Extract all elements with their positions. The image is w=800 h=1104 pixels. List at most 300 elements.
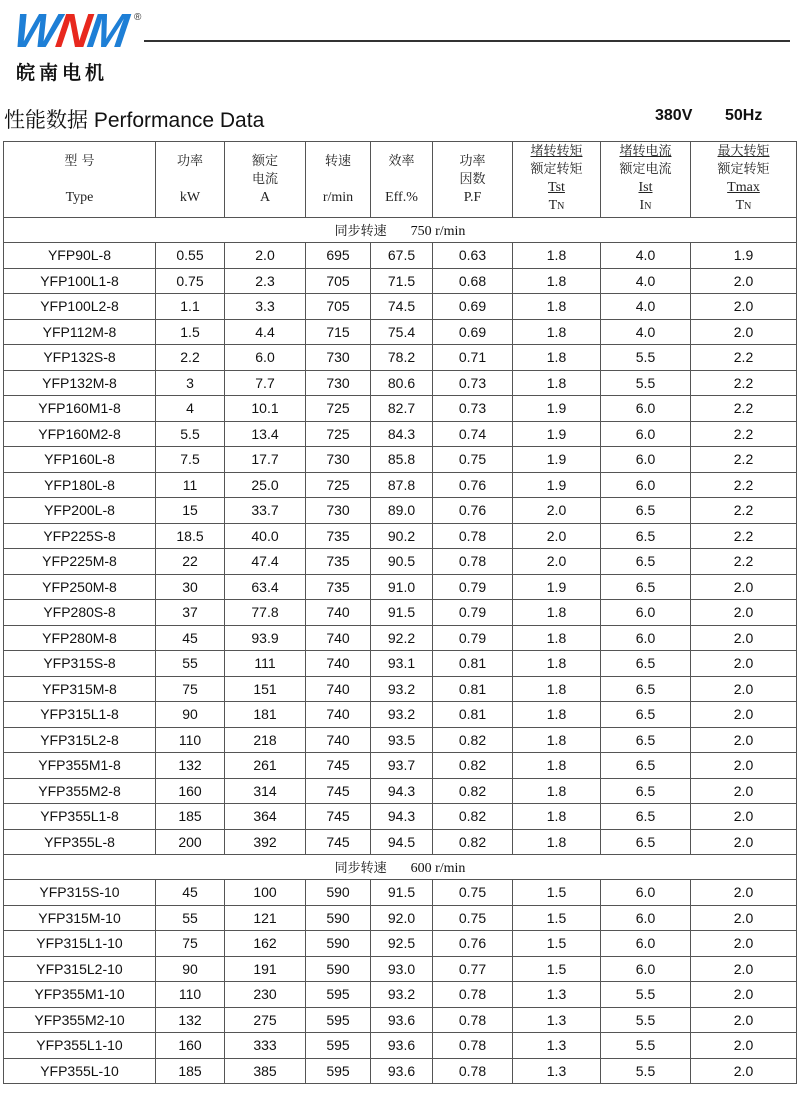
table-row <box>4 1058 797 1084</box>
cell-locked-current-ratio: 6.5 <box>601 574 691 600</box>
cell-current: 191 <box>225 956 306 982</box>
cell-efficiency: 94.3 <box>371 804 433 830</box>
col-header-power: 功率 kW <box>156 142 225 218</box>
cell-max-torque-ratio: 2.0 <box>691 600 797 626</box>
cell-locked-current-ratio: 6.0 <box>601 447 691 473</box>
cell-efficiency: 90.2 <box>371 523 433 549</box>
cell-locked-torque-ratio: 1.3 <box>513 1033 601 1059</box>
page-title: 性能数据 Performance Data <box>4 109 265 132</box>
table-row <box>4 574 797 600</box>
table-row <box>4 319 797 345</box>
section-header-row <box>4 218 797 243</box>
cell-efficiency: 93.5 <box>371 727 433 753</box>
cell-max-torque-ratio: 2.0 <box>691 676 797 702</box>
cell-type: YFP355L1-10 <box>4 1033 156 1059</box>
cell-current: 151 <box>225 676 306 702</box>
cell-current: 218 <box>225 727 306 753</box>
cell-max-torque-ratio: 2.2 <box>691 472 797 498</box>
cell-max-torque-ratio: 2.2 <box>691 345 797 371</box>
cell-locked-torque-ratio: 1.8 <box>513 600 601 626</box>
cell-speed: 725 <box>306 421 371 447</box>
cell-locked-current-ratio: 6.0 <box>601 905 691 931</box>
cell-current: 100 <box>225 880 306 906</box>
cell-power-factor: 0.75 <box>433 880 513 906</box>
cell-locked-torque-ratio: 1.5 <box>513 905 601 931</box>
cell-speed: 730 <box>306 345 371 371</box>
table-row <box>4 523 797 549</box>
cell-locked-torque-ratio: 1.9 <box>513 396 601 422</box>
cell-power: 55 <box>156 905 225 931</box>
cell-locked-current-ratio: 5.5 <box>601 982 691 1008</box>
cell-type: YFP355L-8 <box>4 829 156 855</box>
cell-type: YFP180L-8 <box>4 472 156 498</box>
company-name: 皖南电机 <box>16 62 109 84</box>
section-label <box>4 218 797 243</box>
cell-type: YFP160M1-8 <box>4 396 156 422</box>
cell-power-factor: 0.76 <box>433 498 513 524</box>
cell-efficiency: 82.7 <box>371 396 433 422</box>
cell-max-torque-ratio: 2.0 <box>691 1033 797 1059</box>
cell-locked-current-ratio: 6.5 <box>601 753 691 779</box>
cell-speed: 705 <box>306 268 371 294</box>
cell-speed: 735 <box>306 574 371 600</box>
cell-speed: 740 <box>306 676 371 702</box>
cell-max-torque-ratio: 2.0 <box>691 294 797 320</box>
cell-max-torque-ratio: 2.0 <box>691 905 797 931</box>
cell-max-torque-ratio: 2.0 <box>691 574 797 600</box>
table-row <box>4 956 797 982</box>
cell-speed: 730 <box>306 447 371 473</box>
cell-speed: 745 <box>306 804 371 830</box>
cell-max-torque-ratio: 1.9 <box>691 243 797 269</box>
cell-current: 7.7 <box>225 370 306 396</box>
cell-max-torque-ratio: 2.0 <box>691 319 797 345</box>
cell-max-torque-ratio: 2.0 <box>691 268 797 294</box>
cell-locked-current-ratio: 5.5 <box>601 1007 691 1033</box>
cell-locked-current-ratio: 5.5 <box>601 345 691 371</box>
cell-max-torque-ratio: 2.0 <box>691 727 797 753</box>
cell-current: 63.4 <box>225 574 306 600</box>
cell-current: 385 <box>225 1058 306 1084</box>
table-body <box>4 218 797 1084</box>
cell-type: YFP355L-10 <box>4 1058 156 1084</box>
cell-speed: 590 <box>306 931 371 957</box>
section-label-cn: 同步转速 <box>334 224 387 239</box>
cell-max-torque-ratio: 2.0 <box>691 625 797 651</box>
cell-power-factor: 0.78 <box>433 1058 513 1084</box>
table-row <box>4 600 797 626</box>
table-row <box>4 778 797 804</box>
cell-power-factor: 0.78 <box>433 1007 513 1033</box>
cell-power-factor: 0.78 <box>433 549 513 575</box>
table-row <box>4 447 797 473</box>
cell-efficiency: 93.1 <box>371 651 433 677</box>
cell-type: YFP315M-8 <box>4 676 156 702</box>
cell-power-factor: 0.76 <box>433 931 513 957</box>
cell-current: 47.4 <box>225 549 306 575</box>
cell-type: YFP132S-8 <box>4 345 156 371</box>
cell-power: 90 <box>156 702 225 728</box>
cell-power-factor: 0.71 <box>433 345 513 371</box>
cell-power: 1.5 <box>156 319 225 345</box>
cell-power: 110 <box>156 727 225 753</box>
cell-power-factor: 0.75 <box>433 447 513 473</box>
company-logo <box>10 5 144 84</box>
cell-power: 1.1 <box>156 294 225 320</box>
table-row <box>4 676 797 702</box>
table-row <box>4 931 797 957</box>
cell-current: 2.3 <box>225 268 306 294</box>
cell-power: 45 <box>156 880 225 906</box>
cell-efficiency: 90.5 <box>371 549 433 575</box>
col-header-max-torque: 最大转矩 额定转矩 Tmax TN <box>691 142 797 218</box>
cell-locked-torque-ratio: 2.0 <box>513 523 601 549</box>
table-row <box>4 396 797 422</box>
cell-power: 185 <box>156 1058 225 1084</box>
cell-speed: 735 <box>306 549 371 575</box>
cell-current: 2.0 <box>225 243 306 269</box>
cell-power: 11 <box>156 472 225 498</box>
cell-efficiency: 67.5 <box>371 243 433 269</box>
cell-locked-current-ratio: 6.5 <box>601 778 691 804</box>
cell-locked-current-ratio: 5.5 <box>601 1033 691 1059</box>
cell-max-torque-ratio: 2.0 <box>691 1007 797 1033</box>
cell-speed: 595 <box>306 1033 371 1059</box>
cell-power-factor: 0.73 <box>433 396 513 422</box>
cell-current: 3.3 <box>225 294 306 320</box>
col-header-power-factor: 功率 因数 P.F <box>433 142 513 218</box>
table-row <box>4 905 797 931</box>
cell-locked-current-ratio: 6.0 <box>601 880 691 906</box>
cell-locked-torque-ratio: 1.8 <box>513 319 601 345</box>
cell-speed: 730 <box>306 498 371 524</box>
cell-power: 185 <box>156 804 225 830</box>
cell-speed: 590 <box>306 956 371 982</box>
cell-locked-current-ratio: 6.0 <box>601 956 691 982</box>
cell-current: 261 <box>225 753 306 779</box>
cell-speed: 590 <box>306 905 371 931</box>
cell-type: YFP355M2-8 <box>4 778 156 804</box>
cell-power-factor: 0.81 <box>433 651 513 677</box>
cell-locked-torque-ratio: 1.8 <box>513 243 601 269</box>
cell-locked-torque-ratio: 1.8 <box>513 727 601 753</box>
cell-max-torque-ratio: 2.0 <box>691 651 797 677</box>
cell-locked-torque-ratio: 1.8 <box>513 370 601 396</box>
cell-efficiency: 93.2 <box>371 676 433 702</box>
cell-power: 5.5 <box>156 421 225 447</box>
table-row <box>4 421 797 447</box>
cell-locked-torque-ratio: 1.8 <box>513 702 601 728</box>
cell-type: YFP225M-8 <box>4 549 156 575</box>
cell-efficiency: 75.4 <box>371 319 433 345</box>
cell-locked-current-ratio: 6.5 <box>601 498 691 524</box>
table-row <box>4 1033 797 1059</box>
cell-efficiency: 92.5 <box>371 931 433 957</box>
cell-power: 55 <box>156 651 225 677</box>
cell-current: 33.7 <box>225 498 306 524</box>
cell-max-torque-ratio: 2.0 <box>691 804 797 830</box>
cell-power-factor: 0.82 <box>433 804 513 830</box>
cell-max-torque-ratio: 2.0 <box>691 880 797 906</box>
cell-power: 75 <box>156 676 225 702</box>
cell-current: 162 <box>225 931 306 957</box>
cell-efficiency: 74.5 <box>371 294 433 320</box>
cell-locked-current-ratio: 6.5 <box>601 829 691 855</box>
header-divider <box>144 40 790 42</box>
table-row <box>4 243 797 269</box>
cell-speed: 695 <box>306 243 371 269</box>
cell-power-factor: 0.74 <box>433 421 513 447</box>
section-header-row <box>4 855 797 880</box>
table-row <box>4 829 797 855</box>
table-row <box>4 1007 797 1033</box>
cell-locked-torque-ratio: 2.0 <box>513 549 601 575</box>
cell-locked-torque-ratio: 1.9 <box>513 421 601 447</box>
cell-type: YFP355M1-8 <box>4 753 156 779</box>
cell-speed: 745 <box>306 753 371 779</box>
cell-speed: 725 <box>306 472 371 498</box>
cell-max-torque-ratio: 2.0 <box>691 956 797 982</box>
cell-efficiency: 91.5 <box>371 880 433 906</box>
cell-current: 392 <box>225 829 306 855</box>
cell-power-factor: 0.82 <box>433 727 513 753</box>
cell-type: YFP315L2-8 <box>4 727 156 753</box>
cell-speed: 595 <box>306 1007 371 1033</box>
frequency-spec: 50Hz <box>725 107 763 124</box>
cell-type: YFP315L1-8 <box>4 702 156 728</box>
cell-max-torque-ratio: 2.2 <box>691 370 797 396</box>
cell-locked-torque-ratio: 1.8 <box>513 345 601 371</box>
cell-power-factor: 0.78 <box>433 982 513 1008</box>
cell-power-factor: 0.77 <box>433 956 513 982</box>
cell-locked-torque-ratio: 1.8 <box>513 625 601 651</box>
cell-type: YFP280M-8 <box>4 625 156 651</box>
cell-speed: 740 <box>306 600 371 626</box>
cell-power: 22 <box>156 549 225 575</box>
col-header-type: 型 号 Type <box>4 142 156 218</box>
cell-current: 40.0 <box>225 523 306 549</box>
cell-efficiency: 93.2 <box>371 702 433 728</box>
cell-power-factor: 0.79 <box>433 625 513 651</box>
cell-power: 132 <box>156 753 225 779</box>
cell-speed: 740 <box>306 651 371 677</box>
voltage-spec: 380V <box>655 107 693 124</box>
cell-power: 75 <box>156 931 225 957</box>
cell-speed: 725 <box>306 396 371 422</box>
cell-power: 37 <box>156 600 225 626</box>
table-row <box>4 625 797 651</box>
section-label <box>4 855 797 880</box>
performance-table <box>3 141 797 1084</box>
col-header-current: 额定 电流 A <box>225 142 306 218</box>
cell-current: 314 <box>225 778 306 804</box>
cell-efficiency: 93.7 <box>371 753 433 779</box>
section-label-cn: 同步转速 <box>334 861 387 876</box>
table-row <box>4 370 797 396</box>
cell-type: YFP250M-8 <box>4 574 156 600</box>
cell-current: 17.7 <box>225 447 306 473</box>
cell-locked-current-ratio: 6.5 <box>601 523 691 549</box>
cell-efficiency: 84.3 <box>371 421 433 447</box>
cell-locked-current-ratio: 6.0 <box>601 931 691 957</box>
registered-mark-icon: ® <box>134 12 142 23</box>
cell-speed: 715 <box>306 319 371 345</box>
cell-speed: 745 <box>306 778 371 804</box>
cell-power: 4 <box>156 396 225 422</box>
cell-current: 364 <box>225 804 306 830</box>
cell-speed: 730 <box>306 370 371 396</box>
cell-power: 30 <box>156 574 225 600</box>
table-row <box>4 651 797 677</box>
cell-current: 333 <box>225 1033 306 1059</box>
cell-locked-current-ratio: 6.5 <box>601 804 691 830</box>
cell-current: 111 <box>225 651 306 677</box>
cell-locked-torque-ratio: 1.3 <box>513 982 601 1008</box>
cell-speed: 740 <box>306 625 371 651</box>
cell-type: YFP132M-8 <box>4 370 156 396</box>
cell-type: YFP315L1-10 <box>4 931 156 957</box>
cell-locked-torque-ratio: 1.8 <box>513 268 601 294</box>
cell-efficiency: 85.8 <box>371 447 433 473</box>
cell-locked-torque-ratio: 1.9 <box>513 574 601 600</box>
cell-current: 6.0 <box>225 345 306 371</box>
cell-locked-torque-ratio: 1.9 <box>513 472 601 498</box>
table-row <box>4 472 797 498</box>
cell-type: YFP200L-8 <box>4 498 156 524</box>
col-header-locked-current: 堵转电流 额定电流 Ist IN <box>601 142 691 218</box>
cell-power: 110 <box>156 982 225 1008</box>
cell-type: YFP160L-8 <box>4 447 156 473</box>
cell-power-factor: 0.75 <box>433 905 513 931</box>
cell-efficiency: 87.8 <box>371 472 433 498</box>
cell-type: YFP315S-8 <box>4 651 156 677</box>
cell-power: 2.2 <box>156 345 225 371</box>
col-header-speed: 转速 r/min <box>306 142 371 218</box>
cell-power: 0.55 <box>156 243 225 269</box>
cell-power-factor: 0.79 <box>433 600 513 626</box>
table-row <box>4 982 797 1008</box>
cell-locked-current-ratio: 6.5 <box>601 702 691 728</box>
logo-wordmark: WNM <box>10 5 129 58</box>
table-row <box>4 294 797 320</box>
cell-type: YFP100L2-8 <box>4 294 156 320</box>
cell-power: 132 <box>156 1007 225 1033</box>
table-row <box>4 549 797 575</box>
cell-max-torque-ratio: 2.2 <box>691 421 797 447</box>
header-row <box>4 142 797 218</box>
table-row <box>4 804 797 830</box>
cell-type: YFP225S-8 <box>4 523 156 549</box>
cell-max-torque-ratio: 2.0 <box>691 1058 797 1084</box>
cell-efficiency: 80.6 <box>371 370 433 396</box>
cell-efficiency: 93.6 <box>371 1007 433 1033</box>
cell-type: YFP355M1-10 <box>4 982 156 1008</box>
cell-efficiency: 94.5 <box>371 829 433 855</box>
cell-max-torque-ratio: 2.0 <box>691 829 797 855</box>
cell-speed: 595 <box>306 1058 371 1084</box>
cell-max-torque-ratio: 2.2 <box>691 523 797 549</box>
cell-max-torque-ratio: 2.0 <box>691 778 797 804</box>
table-row <box>4 268 797 294</box>
cell-power-factor: 0.76 <box>433 472 513 498</box>
cell-power: 15 <box>156 498 225 524</box>
cell-speed: 595 <box>306 982 371 1008</box>
cell-power: 200 <box>156 829 225 855</box>
cell-power: 3 <box>156 370 225 396</box>
table-row <box>4 753 797 779</box>
cell-power-factor: 0.69 <box>433 294 513 320</box>
cell-max-torque-ratio: 2.2 <box>691 498 797 524</box>
cell-max-torque-ratio: 2.0 <box>691 982 797 1008</box>
cell-locked-torque-ratio: 1.8 <box>513 651 601 677</box>
table-row <box>4 880 797 906</box>
section-label-speed: 750 r/min <box>410 224 466 239</box>
cell-power-factor: 0.63 <box>433 243 513 269</box>
cell-current: 25.0 <box>225 472 306 498</box>
cell-power: 0.75 <box>156 268 225 294</box>
cell-efficiency: 71.5 <box>371 268 433 294</box>
cell-power: 160 <box>156 778 225 804</box>
cell-locked-current-ratio: 4.0 <box>601 294 691 320</box>
cell-current: 275 <box>225 1007 306 1033</box>
cell-current: 77.8 <box>225 600 306 626</box>
cell-max-torque-ratio: 2.0 <box>691 931 797 957</box>
cell-locked-torque-ratio: 2.0 <box>513 498 601 524</box>
cell-type: YFP160M2-8 <box>4 421 156 447</box>
cell-current: 10.1 <box>225 396 306 422</box>
cell-locked-current-ratio: 4.0 <box>601 268 691 294</box>
table-row <box>4 702 797 728</box>
cell-type: YFP112M-8 <box>4 319 156 345</box>
cell-efficiency: 89.0 <box>371 498 433 524</box>
cell-locked-torque-ratio: 1.8 <box>513 753 601 779</box>
cell-max-torque-ratio: 2.0 <box>691 702 797 728</box>
cell-locked-current-ratio: 4.0 <box>601 243 691 269</box>
col-header-locked-torque: 堵转转矩 额定转矩 Tst TN <box>513 142 601 218</box>
cell-type: YFP315L2-10 <box>4 956 156 982</box>
cell-locked-torque-ratio: 1.8 <box>513 676 601 702</box>
cell-power-factor: 0.68 <box>433 268 513 294</box>
cell-locked-current-ratio: 5.5 <box>601 1058 691 1084</box>
cell-power-factor: 0.79 <box>433 574 513 600</box>
cell-efficiency: 93.6 <box>371 1058 433 1084</box>
cell-locked-torque-ratio: 1.5 <box>513 931 601 957</box>
cell-locked-current-ratio: 6.0 <box>601 625 691 651</box>
cell-locked-current-ratio: 6.0 <box>601 600 691 626</box>
cell-power-factor: 0.81 <box>433 676 513 702</box>
cell-power-factor: 0.69 <box>433 319 513 345</box>
cell-type: YFP280S-8 <box>4 600 156 626</box>
cell-efficiency: 93.0 <box>371 956 433 982</box>
cell-speed: 735 <box>306 523 371 549</box>
cell-power-factor: 0.81 <box>433 702 513 728</box>
table-row <box>4 727 797 753</box>
cell-power: 18.5 <box>156 523 225 549</box>
cell-locked-torque-ratio: 1.8 <box>513 294 601 320</box>
cell-locked-torque-ratio: 1.9 <box>513 447 601 473</box>
cell-locked-current-ratio: 6.5 <box>601 676 691 702</box>
cell-current: 13.4 <box>225 421 306 447</box>
cell-locked-torque-ratio: 1.3 <box>513 1007 601 1033</box>
cell-max-torque-ratio: 2.0 <box>691 753 797 779</box>
cell-speed: 590 <box>306 880 371 906</box>
cell-type: YFP355L1-8 <box>4 804 156 830</box>
cell-power-factor: 0.73 <box>433 370 513 396</box>
cell-locked-current-ratio: 6.5 <box>601 651 691 677</box>
cell-max-torque-ratio: 2.2 <box>691 549 797 575</box>
cell-current: 230 <box>225 982 306 1008</box>
cell-power-factor: 0.82 <box>433 778 513 804</box>
